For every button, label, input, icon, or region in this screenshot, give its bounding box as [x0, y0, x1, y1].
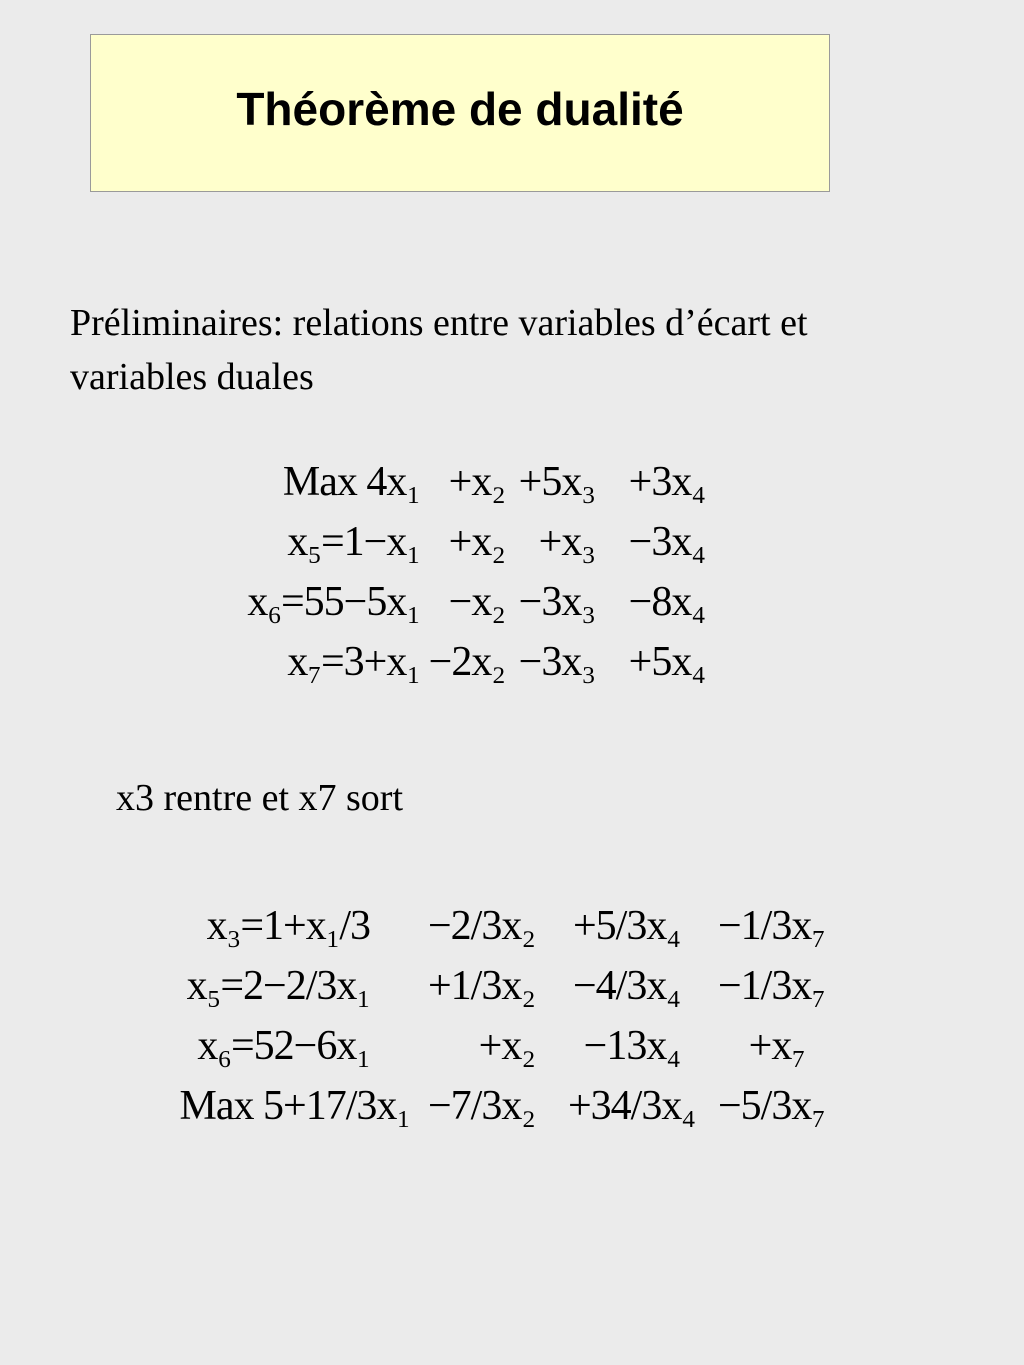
term: −2x₂	[428, 639, 505, 685]
term: x₃=1+x₁/3	[206, 903, 370, 949]
term: −5/3x₇	[718, 1083, 825, 1129]
pivot-note: x3 rentre et x7 sort	[116, 777, 404, 819]
slide-title: Théorème de dualité	[236, 83, 684, 135]
term: +5x₃	[518, 459, 595, 505]
term: x₆=55−5x₁	[247, 579, 420, 625]
term: −1/3x₇	[718, 963, 825, 1009]
term: +1/3x₂	[428, 963, 535, 1009]
constraint-row	[230, 512, 710, 572]
constraint-row	[110, 1016, 840, 1076]
term: +x₃	[538, 519, 595, 565]
term: +3x₄	[628, 459, 705, 505]
constraint-row	[230, 632, 710, 692]
term: +34/3x₄	[568, 1083, 695, 1129]
term: +x₂	[478, 1023, 535, 1069]
constraint-row	[110, 896, 840, 956]
term: Max 5+17/3x₁	[179, 1083, 410, 1129]
term: −1/3x₇	[718, 903, 825, 949]
constraint-row	[230, 572, 710, 632]
term: x₅=2−2/3x₁	[186, 963, 370, 1009]
term: −13x₄	[583, 1023, 680, 1069]
objective-row	[110, 1076, 840, 1136]
term: Max 4x₁	[282, 459, 420, 505]
term: x₆=52−6x₁	[197, 1023, 370, 1069]
term: +5x₄	[628, 639, 705, 685]
term: x₅=1−x₁	[287, 519, 420, 565]
term: x₇=3+x₁	[287, 639, 420, 685]
constraint-row	[110, 956, 840, 1016]
term: −3x₄	[628, 519, 705, 565]
term: −8x₄	[628, 579, 705, 625]
term: −2/3x₂	[428, 903, 535, 949]
term: +5/3x₄	[573, 903, 680, 949]
term: −7/3x₂	[428, 1083, 535, 1129]
objective-row	[230, 452, 710, 512]
term: +x₂	[448, 519, 505, 565]
term: −4/3x₄	[573, 963, 680, 1009]
preliminaries-text: Préliminaires: relations entre variables d’écart et variables duales	[70, 302, 808, 398]
initial-dictionary	[230, 452, 710, 692]
term: −x₂	[448, 579, 505, 625]
term: +x₇	[748, 1023, 805, 1069]
term: +x₂	[448, 459, 505, 505]
term: −3x₃	[518, 639, 595, 685]
term: −3x₃	[518, 579, 595, 625]
title-box	[90, 34, 830, 192]
updated-dictionary	[110, 896, 840, 1136]
